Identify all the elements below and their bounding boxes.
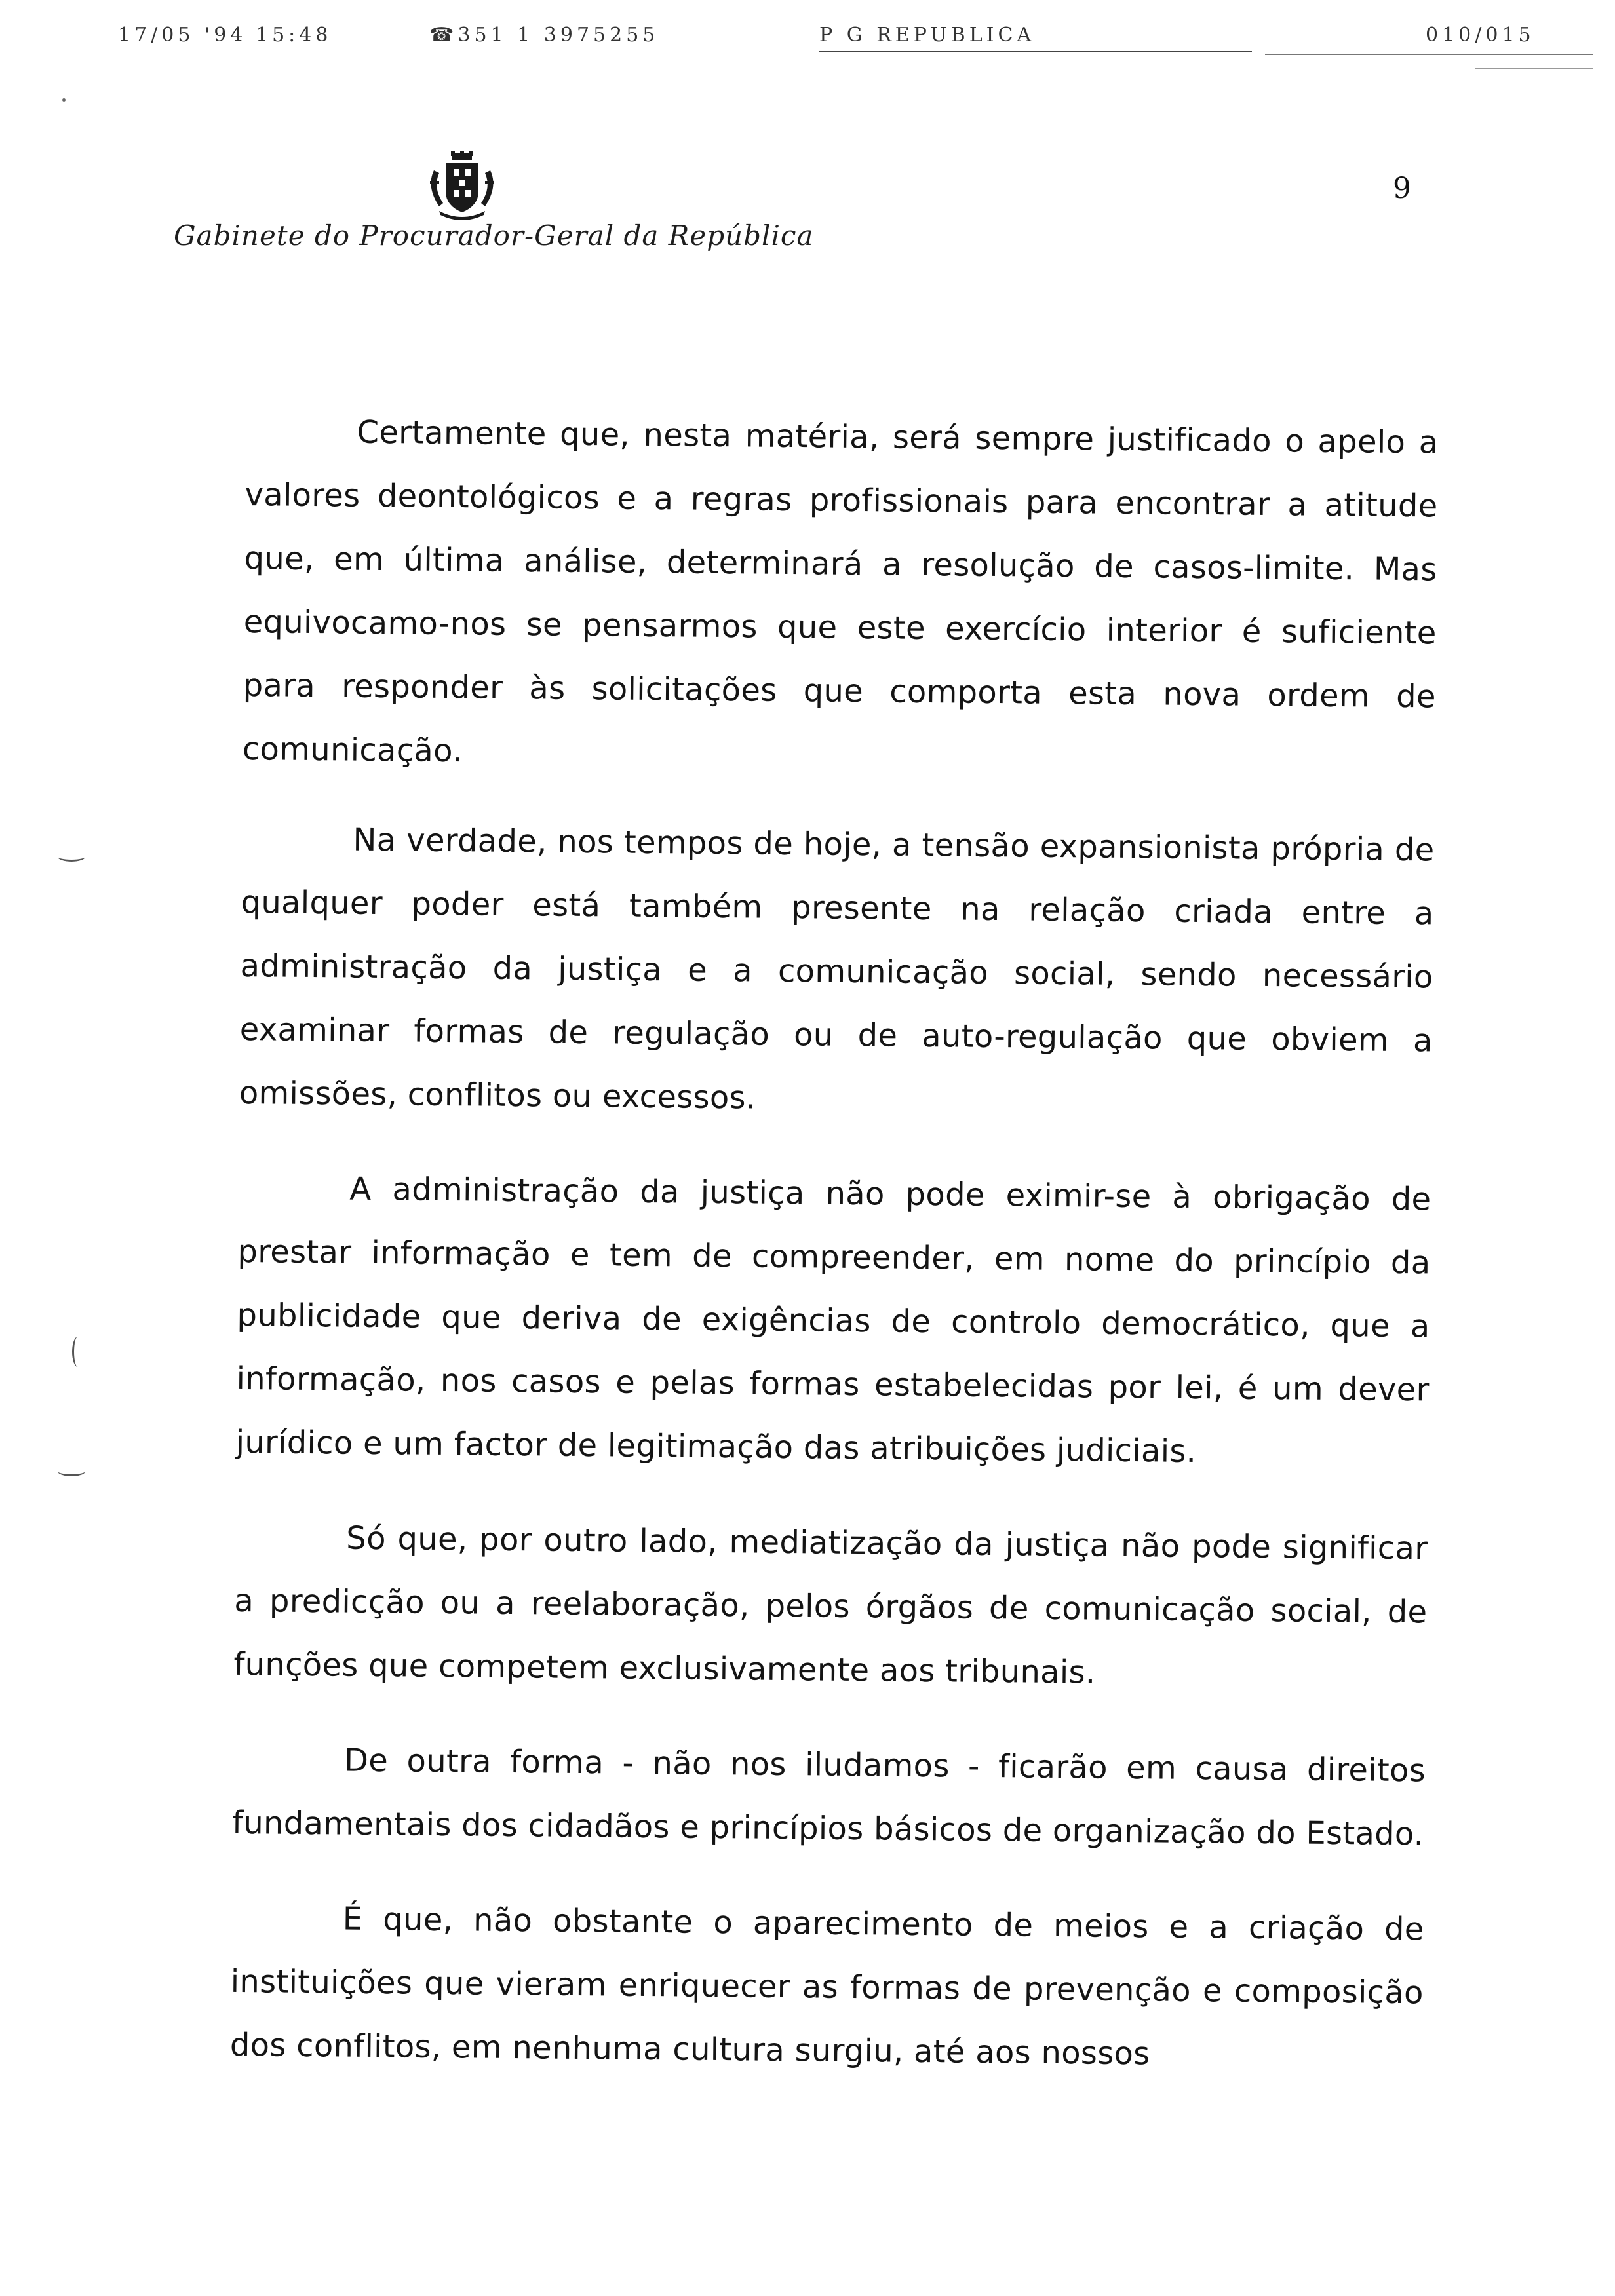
paragraph: Certamente que, nesta matéria, será sempre justificado o apelo a valores deontológicos e a regras profissionais para encontrar a atitude que, em última análise, determinará a resolução de casos-limite. Mas equivocamo-nos se pensarmos que este exercício interior é suficiente para responder às solicitações que comporta esta nova ordem de comunicação. <box>242 413 1439 770</box>
margin-mark <box>58 1466 85 1476</box>
page-number: 9 <box>1393 172 1411 205</box>
fax-time: 15:48 <box>256 24 332 47</box>
coat-of-arms-icon <box>419 151 505 223</box>
margin-mark <box>72 1337 83 1367</box>
margin-mark <box>58 852 85 862</box>
paragraph: De outra forma - não nos iludamos - ficarão em causa direitos fundamentais dos cidadãos e princípios básicos de organização do Estado. <box>231 1742 1426 1853</box>
paragraph: Na verdade, nos tempos de hoje, a tensão expansionista própria de qualquer poder está também presente na relação criada entre a administração da justiça e a comunicação social, sendo necessário examinar formas de regulação ou de auto-regulação que obviem a omissões, conflitos ou excessos. <box>239 821 1435 1117</box>
fax-header-rule <box>819 51 1252 52</box>
fax-header-rule <box>1265 54 1593 55</box>
body-text <box>229 400 1439 2120</box>
paragraph: É que, não obstante o aparecimento de meios e a criação de instituições que vieram enriquecer as formas de prevenção e composição dos conflitos, em nenhuma cultura surgiu, até aos nossos <box>229 1900 1424 2073</box>
fax-header-rule <box>1475 68 1593 69</box>
paragraph: Só que, por outro lado, mediatização da justiça não pode significar a predicção ou a reelaboração, pelos órgãos de comunicação social, de funções que competem exclusivamente aos tribunais. <box>233 1520 1428 1691</box>
fax-page-counter: 010/015 <box>1426 24 1535 47</box>
fax-phone-number: ☎351 1 3975255 <box>429 24 659 47</box>
fax-header <box>0 18 1615 58</box>
paragraph: A administração da justiça não pode eximir-se à obrigação de prestar informação e tem de compreender, em nome do princípio da publicidade que deriva de exigências de controlo democrático, que a informação, nos casos e pelas formas estabelecidas por lei, é um dever jurídico e um factor de legitimação das atribuições judiciais. <box>235 1170 1431 1470</box>
office-name: Gabinete do Procurador-Geral da República <box>174 220 814 252</box>
scan-speck <box>62 98 66 102</box>
fax-date: 17/05 '94 <box>118 24 247 47</box>
fax-sender: P G REPUBLICA <box>819 24 1036 47</box>
